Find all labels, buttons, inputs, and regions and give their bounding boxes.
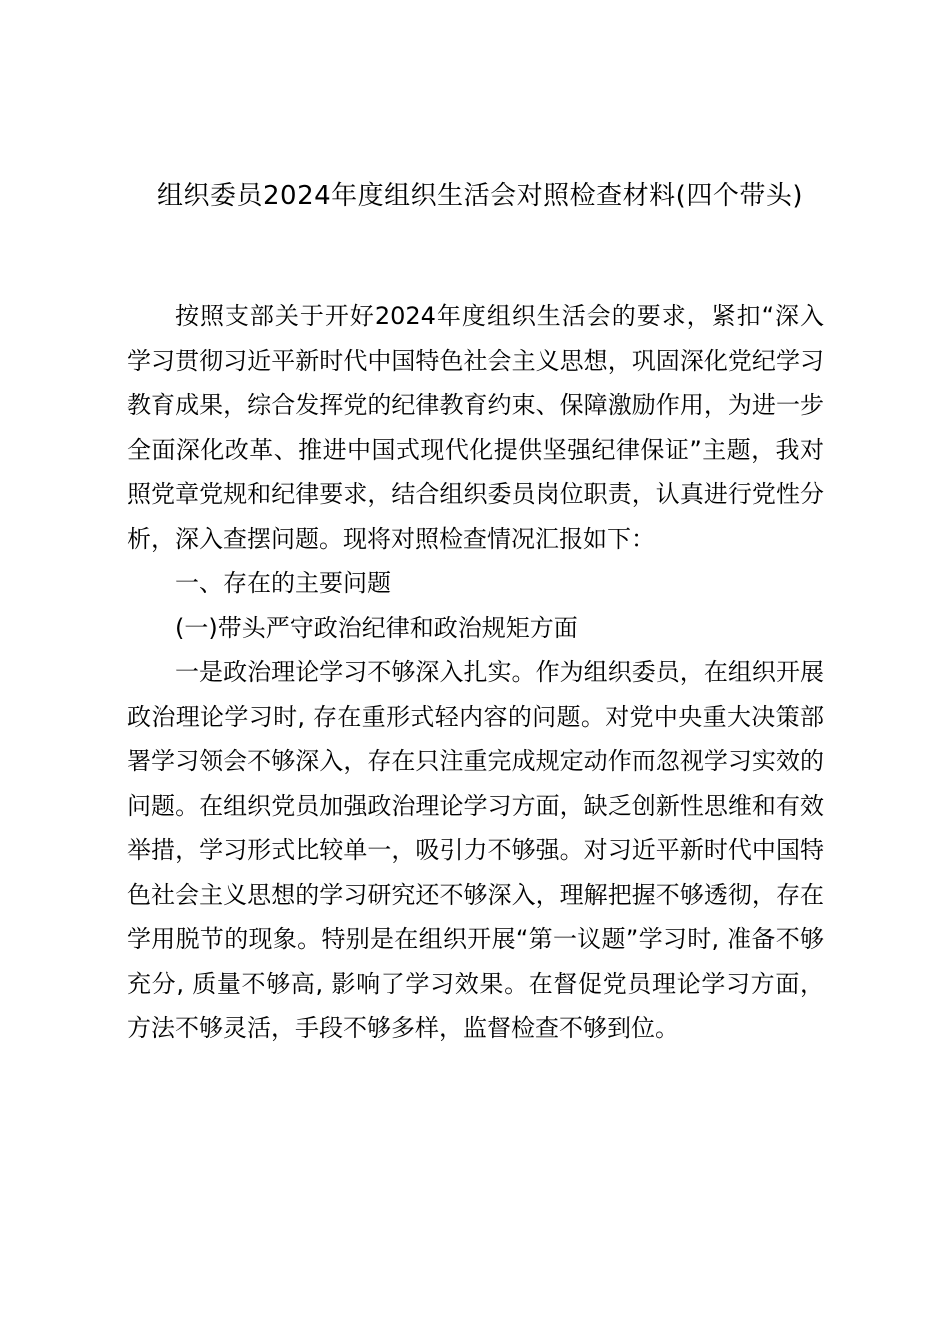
section-heading: 一、存在的主要问题	[175, 569, 391, 597]
document-body	[127, 294, 824, 1051]
document-title: 组织委员2024年度组织生活会对照检查材料(四个带头)	[157, 181, 803, 211]
body-paragraph: 一是政治理论学习不够深入扎实。作为组织委员，在组织开展政治理论学习时, 存在重形式轻内容的问题。对党中央重大决策部署学习领会不够深入，存在只注重完成规定动作而忽视学习实效的问题。在组织党员加强政治理论学习方面，缺乏创新性思维和有效举措，学习形式比较单一，吸引力不够强。对习近平新时代中国特色社会主义思想的学习研究还不够深入，理解把握不够透彻，存在学用脱节的现象。特别是在组织开展“第一议题”学习时, 准备不够充分, 质量不够高, 影响了学习效果。在督促党员理论学习方面，方法不够灵活，手段不够多样，监督检查不够到位。	[127, 658, 824, 1042]
intro-paragraph: 按照支部关于开好2024年度组织生活会的要求，紧扣“深入学习贯彻习近平新时代中国特色社会主义思想，巩固深化党纪学习教育成果，综合发挥党的纪律教育约束、保障激励作用，为进一步全面深化改革、推进中国式现代化提供坚强纪律保证”主题，我对照党章党规和纪律要求，结合组织委员岗位职责，认真进行党性分析，深入查摆问题。现将对照检查情况汇报如下：	[127, 302, 824, 553]
subsection-heading: (一)带头严守政治纪律和政治规矩方面	[175, 613, 578, 642]
